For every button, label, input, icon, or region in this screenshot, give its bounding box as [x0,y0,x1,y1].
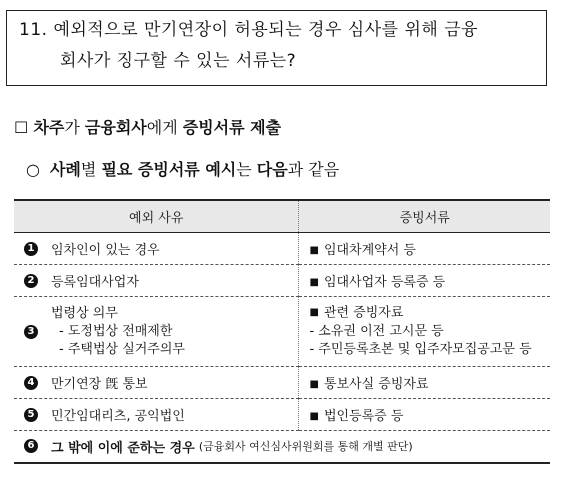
question-line-2: 회사가 징구할 수 있는 서류는? [60,51,297,71]
number-badge: 1 [24,242,38,256]
subsection-part-4: 는 [236,160,257,179]
table-row [14,233,550,265]
section-heading [14,115,281,138]
square-bullet-icon: ■ [309,411,319,422]
document-text: 임대사업자 등록증 등 [323,275,446,290]
number-badge: 5 [24,408,38,422]
reason-text: 법령상 의무 [51,305,118,321]
document-text: 관련 증빙자료 [323,305,404,321]
document-subitem: - 주민등록초본 및 입주자모집공고문 등 [309,341,532,357]
table-row [14,399,550,431]
subsection-part-1: 사례 [49,160,81,179]
section-particle-1: 가 [64,118,85,137]
subsection-part-5: 다음 [256,160,288,179]
circle-bullet-icon: ○ [26,160,40,179]
table-header-row [14,200,550,233]
table-row [14,265,550,297]
reason-subitem: - 주택법상 실거주의무 [59,341,185,357]
section-subject: 차주 [33,118,65,137]
table-row [14,431,550,463]
square-bullet-icon: ■ [309,245,319,256]
evidence-table [14,199,550,464]
square-bullet-icon: ■ [309,307,319,319]
reason-text: 만기연장 旣 통보 [51,377,148,392]
reason-subitem: - 도정법상 전매제한 [59,323,173,339]
reason-text: 민간임대리츠, 공익법인 [51,409,185,424]
document-text: 임대차계약서 등 [323,243,416,258]
section-object: 증빙서류 제출 [182,118,282,137]
subsection-part-2: 별 [80,160,102,179]
square-bullet-icon: ■ [309,379,319,390]
document-subitem: - 소유권 이전 고시문 등 [309,323,444,339]
section-target: 금융회사 [84,118,147,137]
question-box [6,10,547,86]
reason-text: 임차인이 있는 경우 [51,243,160,258]
number-badge: 3 [24,325,38,339]
reason-note: (금융회사 여신심사위원회를 통해 개별 판단) [198,440,413,454]
document-text: 통보사실 증빙자료 [323,377,429,392]
reason-text: 그 밖에 이에 준하는 경우 [51,440,195,456]
subsection-heading [26,157,339,180]
number-badge: 4 [24,376,38,390]
section-particle-2: 에게 [146,118,183,137]
subsection-part-3: 필요 증빙서류 예시 [101,160,237,179]
document-text: 법인등록증 등 [323,409,404,424]
square-bullet-icon: ■ [309,277,319,288]
table-row [14,297,550,367]
number-badge: 2 [24,274,38,288]
header-reason: 예외 사유 [14,200,299,233]
table-row [14,367,550,399]
reason-text: 등록임대사업자 [51,275,139,290]
header-documents: 증빙서류 [299,200,550,233]
subsection-part-6: 과 같음 [287,160,340,179]
checkbox-icon: ☐ [14,118,29,137]
question-line-1: 11. 예외적으로 만기연장이 허용되는 경우 심사를 위해 금융 [19,20,479,40]
number-badge: 6 [24,439,38,453]
